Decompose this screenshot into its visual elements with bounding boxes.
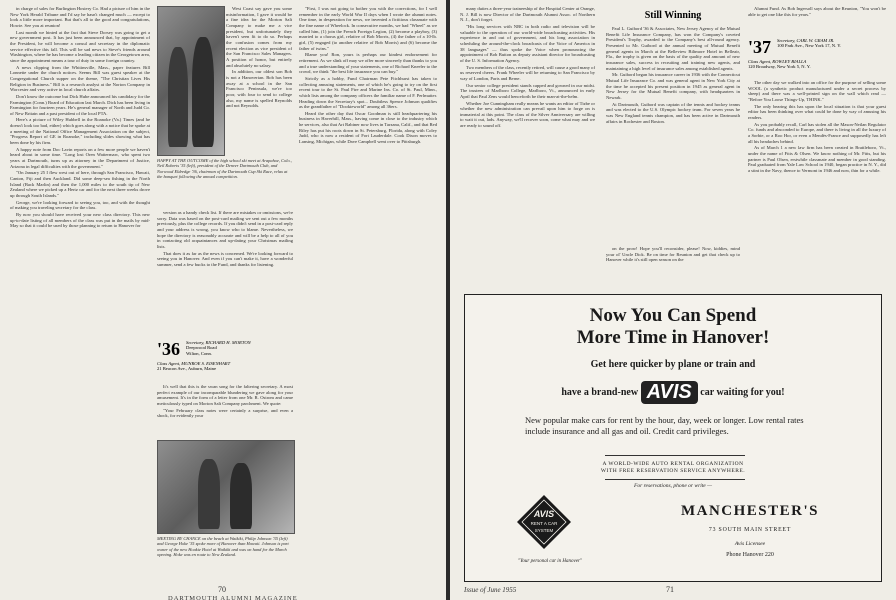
paragraph: A happy note from Doc Lavin reports on a few more people we haven't heard about in some time. "Long lost Oren Wattermarc, who spent two years at Dartmouth, turns up as attorney in the Department of Justice, Arizona in legal difficulties with the government.": [10, 146, 150, 169]
class-36-header: [157, 340, 293, 372]
ad-dealer-address: 73 SOUTH MAIN STREET: [708, 527, 792, 533]
paragraph: Strictly as a hobby, Fund Chairman Pete Fitchhurst has taken to collecting amusing statements, one of which he's going to try on the first recent tour to the St. Paul Fire and Marine Ins. Co. of St. Paul, Minn., which lists among the company officers the familiar name of F. Perlmutter. Heading down the Secretary's spot... Doubtless Spence Johnson qualifies as the grandfather of "Dookieworld" among all 36ers.: [299, 75, 437, 110]
waikiki-beach-photo: [157, 440, 295, 534]
left-column-1: [10, 6, 150, 581]
still-winning-heading: Still Winning: [644, 10, 702, 21]
class-address: Deepwood Road: [186, 345, 217, 351]
class-37-header: [748, 38, 886, 70]
paragraph: "Your February class notes were certainly a surprise, and even a shock, for evidently your: [157, 407, 293, 419]
ski-meet-photo: [157, 6, 225, 156]
avis-wordmark: AVIS: [641, 381, 698, 404]
class-secretary: Secretary, RICHARD H. MORTON: [186, 340, 251, 345]
ad-body: New popular make cars for rent by the hour, day, week or longer. Low rental rates include insurance and all gas and oil. Credit card privileges.: [525, 415, 804, 436]
paragraph: Two members of the class, recently retired, will cause a good many of us reserved cheers. Frank Wheeler will be returning to San Francisco by way of London, Paris and Berne.: [460, 64, 595, 81]
paragraph: As of March 1 a new law firm has been created in Brattleboro, Vt., under the name of Fitts & Olsen. We know nothing of Mr. Fitts, but his partner is Paul Olsen, erstwhile classmate and member in good standing. Paul graduated from Yale Law School in 1940, began practice in N. Y., did a stint in the Navy, thence to Vermont in 1946 and now, thin for a while.: [748, 145, 886, 173]
waikiki-caption: MEETING BY CHANCE on the beach at Waikiki, Philip Johnson '35 (left) and George Hoke '35 spoke more of Hanover than Hawaii. Johnson is part owner of the new Hoakie Hotel at Waikiki and was on hand for the March opening. Hoke was en route to New Zealand.: [157, 536, 289, 558]
avis-advertisement: [464, 294, 882, 582]
svg-text:RENT A CAR: RENT A CAR: [530, 521, 558, 526]
svg-text:SYSTEM: SYSTEM: [534, 528, 554, 533]
ad-organization: [465, 461, 881, 475]
right-column-2-after: [606, 246, 740, 286]
paragraph: on the prow! Hope you'll reconsider, please! Now, kiddies, mind your ol' Uncle Dick. Be on time for Reunion and get that check up to Hanover while it's still open season on the: [606, 246, 740, 263]
left-column-2-top: [226, 6, 292, 156]
paragraph: Our senior college president stands capped and gowned in our midst. The trustees of Marlboro College, Marlboro, Vt., announced in early April that Paul Zens would henceforth be their man-at-the-helm.: [460, 82, 595, 99]
right-column-3: [748, 80, 886, 286]
page-number-70: 70: [218, 585, 226, 594]
left-column-3: [299, 6, 437, 574]
class-agent: Class Agent, ROWLEY BIALLA: [748, 59, 807, 64]
ad-reservations: For reservations, phone or write —: [633, 483, 712, 489]
avis-logo-icon: [515, 493, 573, 551]
paragraph: The other day we walked into an office for the purpose of selling some WOOL (a synthetic product manufactured under a secret process by sheep) and there was a well-printed sign on the wall which read — "Before You Loose Things-Up, THINK.": [748, 80, 886, 102]
paragraph: Don't know the outcome but Dick Hube announced his candidacy for the Farmington (Conn.) Board of Education last March. Dick has been living in Farmington for fourteen years. He's general manager of North and Judd Co. of New Britain and a past president of the local PTA.: [10, 93, 150, 116]
right-column-2: [606, 26, 740, 240]
ad-phone: Phone Hanover 220: [726, 552, 774, 558]
ad-org-line: A WORLD-WIDE AUTO RENTAL ORGANIZATION: [602, 461, 744, 467]
paragraph: West Coast say gave you some misinformation, I gave it would be a fine idea for the Morton Salt Company to make me a vice president, but unfortunately they haven't seen fit to do so. Perhaps the confusion comes from my recent election as vice president of the San Francisco Sales Managers. A position of honor, but entirely and absolutely no salary.: [226, 6, 292, 68]
class-year: '36: [157, 339, 181, 359]
class-agent-address: 21 Beacon Ave., Auburn, Maine: [157, 366, 216, 372]
paragraph: As you probably recall, Carl has stolen all the Mason-Neilan Regulator Co. funds and absconded to Europe, and there is living in all the luxury of a Sorbie, or a Roo Hor, or even a Mendès-France and supposedly has left all his headaches behind.: [748, 121, 886, 144]
right-column-3-top: [748, 6, 886, 30]
ad-org-line: WITH FREE RESERVATION SERVICE ANYWHERE.: [600, 468, 746, 474]
paragraph: "First, I was not going to bother you with the corrections, for I well remember in the early World War II days when I wrote the alumni notes. One time, in desperation for news, we invented a fictitious classmate with the fine name of Wheelock. In consecutive months, we had "Wheel" as we called him, (1) join the French Foreign Legion, (2) become a playboy, (3) married to a chorus girl, relative of Bob Morris, (4) the father of a 10-lb. girl, (5) engaged (to another relative of Bob Morris) and (6) become the father of twins.": [299, 6, 437, 51]
ski-meet-caption: HAPPY AT THE OUTCOME of the high school ski meet at Arapahoe, Colo., Neil Roberts '35 (left), president of the Denver Dartmouth Club, and Norwood Eldredge '36, chairman of the Dartmouth Cup Ski Race, relax at the banquet following the annual competition.: [157, 158, 292, 180]
class-year: '37: [748, 37, 772, 57]
ad-line-text: have a brand-new: [561, 386, 639, 398]
ad-dealer-name: MANCHESTER'S: [680, 503, 820, 519]
paragraph: Blame you! Ron, yours is perhaps our kindest endorsement for retirement. As we slink off may we offer more sincerely than thanks to you and a true understanding of your statements, one of Richard Kneeler to the crowd, we think "the best life insurance you can buy.": [299, 52, 437, 75]
paragraph: many duties a three-year traineeship of the Hospital Center at Orange, N. J. Bill is now Director of the Dartmouth Alumni Assoc. of Northern N. J., don't forget.: [460, 6, 595, 23]
ad-licensee: Avis Licensee: [734, 541, 766, 547]
page-number-71: 71: [666, 585, 674, 594]
paragraph: Paul L. Guibord '36 & Associates, New Jersey Agency of the Mutual Benefit Life Insurance Company, has won the Company's coveted President's Trophy, awarded to the Company's best all-round agency. Presented to Mr. Guibord at the annual meeting of Mutual Benefit general agents in March at the Belleview Biltmore Hotel in Belleair, Fla., the trophy is given on the basis of the quality and amount of new insurance sales, success in recruiting and training new agents, and maintaining a high level of insurance sales among established agents.: [606, 26, 740, 71]
paragraph: By now you should have received your new class directory. This new up-to-date listing of all members of the class was put in the mails by mid-May so that it could be used by those planning to return to Hanover for: [10, 211, 150, 229]
paragraph: George, we're looking forward to seeing you, too, and with the thought of making you traveling secretary for the class.: [10, 199, 150, 211]
left-page: [0, 0, 446, 600]
paragraph: It's well that this is the swan song for the faltering secretary. A most perfect example of our incomparable blundering we gave along for your amusement. It's in the form of a letter from one Mr. R. Ostrom and came meticulously typed on Morton Salt Company parchment. We quote:: [157, 384, 293, 406]
ad-divider: [605, 455, 745, 456]
left-column-2-after-head: [157, 384, 293, 438]
ad-line-text: car waiting for you!: [700, 386, 785, 398]
issue-date: Issue of June 1955: [464, 586, 517, 594]
paragraph: In addition, our oldest son Bob is not a Hanoverian. Bob has been away at a school in the San Francisco Peninsula, we're too poor, with four to send to college also, my name is spelled Reynolds and not Reynolds.: [226, 69, 292, 109]
class-agent-address: 120 Broadway, New York 5, N. Y.: [748, 64, 811, 70]
class-address: Wilton, Conn.: [186, 350, 212, 356]
paragraph: Alumni Fund. As Bob Ingersoll says about the Reunion, "You won't be able to get one like this for years.": [748, 6, 886, 17]
class-address: 100 Park Ave., New York 17, N. Y.: [777, 43, 842, 49]
ad-headline: More Time in Hanover!: [576, 327, 770, 348]
paragraph: version as a handy check list. If there are mistakes or omissions, we're sorry. Data was based on the post-card mailing we sent out a few months previously, plus the college records. If you didn't send in a post-card reply and your address is wrong, you know who to blame. Nevertheless, we hope the directory is reasonably accurate and will be a help to all of you in contacting old acquaintances and up-dating your Christmas mailing lists.: [157, 210, 293, 249]
ad-line: Get here quicker by plane or train and: [590, 359, 756, 370]
ad-tagline: "Your personal car in Hanover": [517, 559, 583, 564]
paragraph: Heard the other day that Oscar Goodman is still headquartering his business in Haverhill, Mass., having come in close to the industry which he services, also that Art Rabiner now lives in Tarzana, Calif., and that Red Riley has put his roots down in St. Petersburg, Florida, along with Coley Judd, who is now a resident of Fort Lauderdale. Cook Dixon moves to Lansing, Michigan, while Dave Campbell went over to Pittsburgh.: [299, 110, 437, 145]
paragraph: in charge of sales for Burlington Hosiery Co. Had a picture of him in the New York Herald Tribune and I'd say he hasn't changed much — except to look a little more important. But that's all to the good and congratulations, Howie. See you at reunion!: [10, 6, 150, 28]
left-column-2-mid: [157, 210, 293, 334]
magazine-footer-title: DARTMOUTH ALUMNI MAGAZINE: [168, 595, 298, 600]
ad-divider: [605, 479, 745, 480]
paragraph: Mr. Guibord began his insurance career in 1936 with the Connecticut Mutual Life Insurance Co. and was general agent in New York City at the time he accepted his present position in 1945 as general agent in New Jersey for the Mutual Benefit company, with headquarters in Newark.: [606, 72, 740, 100]
paragraph: "His long services with NBC in both radio and television will be valuable to the operation of our world-wide broadcasting activities. His experience in and out of government, and his long association in scheduling the around-the-clock broadcasts of the Voice of America in 38 languages" — thus spoke the Voice when pronouncing the appointment of Bob Button as deputy assistant director for broadcasting of the U. S. Information Agency.: [460, 23, 595, 63]
paragraph: Whether Joe Cunningham really means he wants an editor of Tizbe or whether the new administration can prevail upon him to forge on is immaterial at this point. The class of the Silver Anniversary are willing to wait it out, lads. Anyway, we'll recover soon, come what may and we are ready to sound off.: [460, 100, 595, 129]
class-agent: Class Agent, MUNROE S. EISENHART: [157, 361, 231, 366]
paragraph: A news clipping from the Whitinsville, Mass., paper features Bill Lonnette under the church notices. Seems Bill was guest speaker at the Congregational Church supper on the theme, "The Christian Lives His Religion in Business." Bill is a research analyst at the Norton Company in Worcester and very active in local church affairs.: [10, 64, 150, 93]
paragraph: Here's a picture of Wiley Hubbell in the Roanoke (Va.) Times (and he doesn't look too bad, either) which goes along with a notice that he spoke at a meeting of the National Office Management Association on the subject, "Progress Report of GE in Roanoke," including slides showing what has been done by his firm.: [10, 117, 150, 146]
right-page: [450, 0, 896, 600]
ad-headline: Now You Can Spend: [589, 305, 757, 326]
ad-line: [465, 381, 881, 404]
class-secretary: Secretary, CARL W. GRAM JR.: [777, 38, 835, 43]
right-column-1: [460, 6, 595, 288]
paragraph: The only bearing this has upon the local situation is that your guest editor has been thinking over what could be done by way of amusing his readers.: [748, 103, 886, 120]
paragraph: At Dartmouth, Guibord was captain of the tennis and hockey teams and was elected to the U.S. Olympic hockey team. For seven years he was New England tennis champion, and has been active in Dartmouth affairs in Rochester and Boston.: [606, 101, 740, 124]
paragraph: That does it as far as the news is concerned. We're looking forward to seeing you in Hanover. And even if you can't make it, have a wonderful summer, send a few bucks to the Fund, and thanks for listening.: [157, 250, 293, 267]
svg-text:AVIS: AVIS: [533, 509, 555, 519]
paragraph: Last month we hinted at the fact that Steve Dorsey was going to get a new government post. It has just been announced that, by appointment of the President, he will become a consul and secretary in the diplomatic service effective this fall. This will be sad news to Steve's friends around Washington, where he has become a leading citizen in the Georgetown area, since the appointment means a tour of duty in some foreign country.: [10, 29, 150, 63]
paragraph: "On January 25 I flew west out of here, through San Francisco, Hawaii, Canton, Fiji and then Auckland. Did some deep-sea fishing in the North Island (Back Marlin) and then the 1,000 miles to the south tip of New Zealand where we picked up a Hertz car and for the next three weeks drove up through South Islands.": [10, 170, 150, 198]
